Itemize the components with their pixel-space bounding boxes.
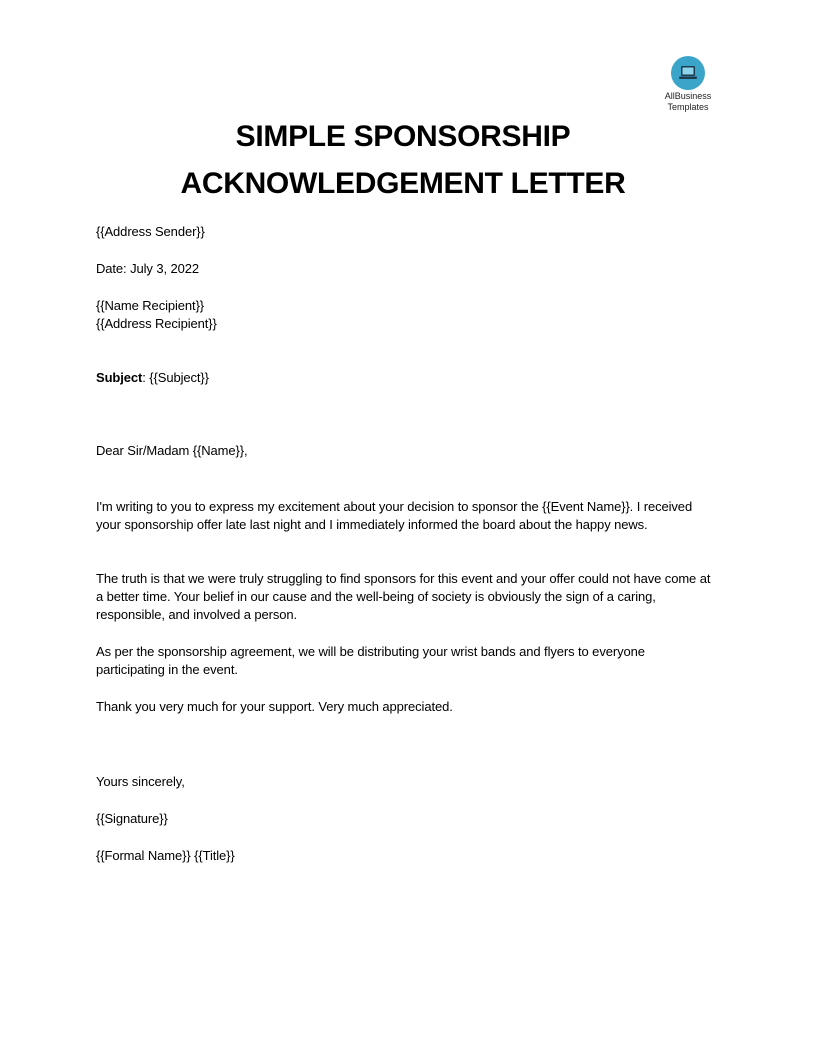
logo-text-line1: AllBusiness <box>664 91 712 101</box>
paragraph-2: The truth is that we were truly struggling to find sponsors for this event and your offer could not have come at a better time. Your belief in our cause and the well-being of society is obviously the sign of a caring, responsible, and involved a person. <box>96 571 711 622</box>
formal-name: {{Formal Name}} {{Title}} <box>96 848 235 863</box>
laptop-icon <box>671 56 705 90</box>
signature: {{Signature}} <box>96 811 168 826</box>
title-line-1: SIMPLE SPONSORSHIP <box>235 120 571 153</box>
address-recipient: {{Address Recipient}} <box>96 316 217 331</box>
subject-label: Subject <box>96 370 143 385</box>
paragraph-4: Thank you very much for your support. Very much appreciated. <box>96 699 453 714</box>
subject-line <box>96 369 716 387</box>
name-recipient: {{Name Recipient}} <box>96 298 205 313</box>
paragraph-3: As per the sponsorship agreement, we will be distributing your wrist bands and flyers to everyone participating in the event. <box>96 644 645 677</box>
closing: Yours sincerely, <box>96 774 185 789</box>
title-line-2: ACKNOWLEDGEMENT LETTER <box>180 167 626 200</box>
address-sender: {{Address Sender}} <box>96 224 205 239</box>
recipient-block <box>96 297 716 333</box>
subject-value: : {{Subject}} <box>142 370 209 385</box>
logo-text-line2: Templates <box>667 102 709 112</box>
letter-date: Date: July 3, 2022 <box>96 261 199 276</box>
salutation: Dear Sir/Madam {{Name}}, <box>96 443 248 458</box>
page-title <box>0 113 806 207</box>
brand-logo <box>658 56 718 112</box>
paragraph-1: I'm writing to you to express my excitement about your decision to sponsor the {{Event Name}}. I received your sponsorship offer late last night and I immediately informed the board about the happy news. <box>96 499 693 532</box>
